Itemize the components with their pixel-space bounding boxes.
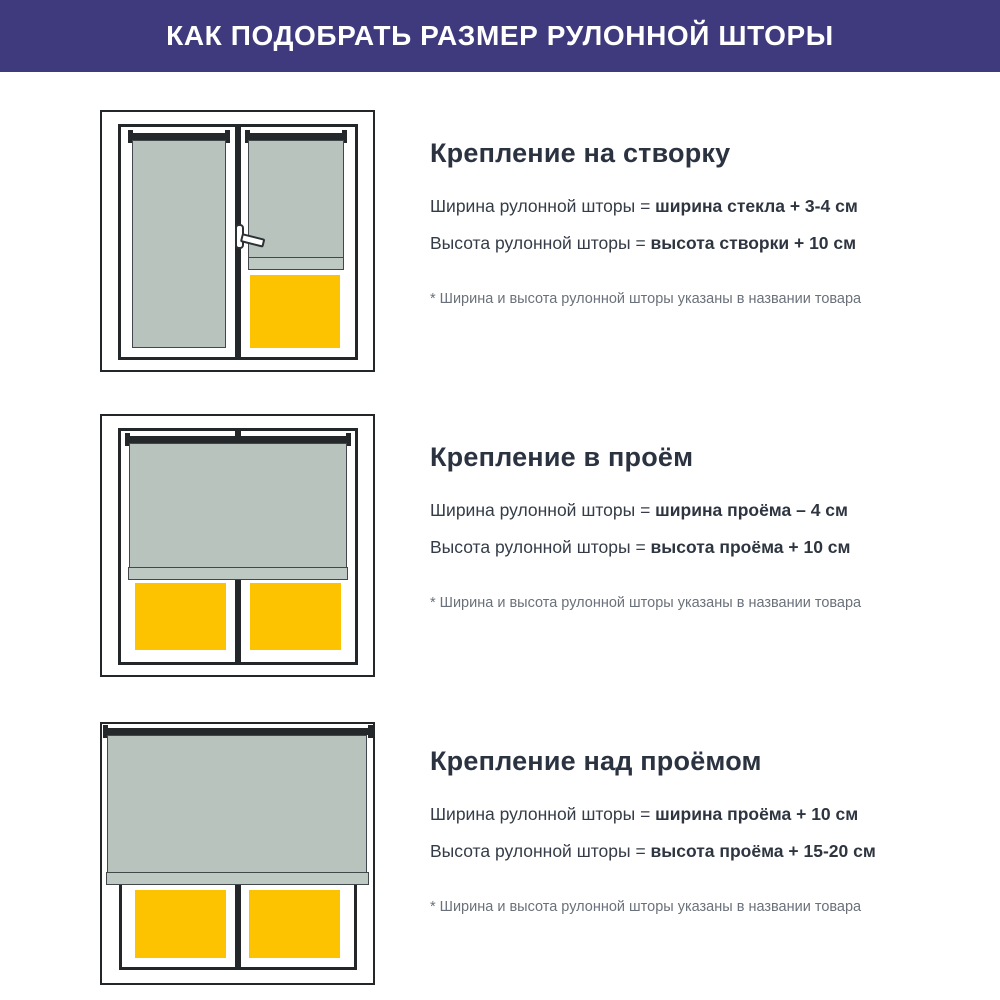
width-formula (430, 803, 920, 826)
sunlit-glass-pane-left (135, 890, 226, 958)
sunlit-glass-pane-left (135, 583, 226, 650)
roller-blind-bottom-bar-right-sash (248, 257, 344, 270)
sunlit-glass-pane-right (250, 583, 341, 650)
formula-value: ширина проёма – 4 см (655, 500, 848, 520)
footnote: * Ширина и высота рулонной шторы указаны в названии товара (430, 290, 862, 307)
formula-value: ширина проёма + 10 см (655, 804, 859, 824)
formula-value: высота створки + 10 см (650, 232, 857, 253)
roller-bar-right-sash (247, 133, 345, 140)
formula-label: Ширина рулонной шторы = (430, 804, 656, 824)
formula-label: Ширина рулонной шторы = (430, 500, 656, 520)
formula-value: высота проёма + 15-20 см (650, 840, 876, 861)
formula-label: Высота рулонной шторы = (430, 536, 651, 557)
section-above-opening-text (430, 746, 920, 915)
width-formula (430, 499, 920, 522)
window-illustration-sash-mount (100, 110, 375, 372)
footnote: * Ширина и высота рулонной шторы указаны в названии товара (430, 594, 862, 611)
sunlit-glass-pane (250, 275, 340, 348)
window-illustration-in-opening-mount (100, 414, 375, 677)
roller-bar (105, 728, 371, 735)
sunlit-glass-pane-right (249, 890, 340, 958)
formula-label: Высота рулонной шторы = (430, 232, 651, 253)
page-title: КАК ПОДОБРАТЬ РАЗМЕР РУЛОННОЙ ШТОРЫ (166, 20, 834, 51)
header-bar (0, 0, 1000, 72)
footnote: * Ширина и высота рулонной шторы указаны в названии товара (430, 898, 862, 915)
section-in-opening-text (430, 442, 920, 611)
roller-blind-bottom-bar (128, 567, 348, 580)
height-formula (430, 232, 920, 255)
formula-value: высота проёма + 10 см (650, 536, 851, 557)
window-handle-icon (232, 224, 266, 256)
height-formula (430, 840, 920, 863)
section-title: Крепление в проём (430, 442, 694, 472)
height-formula (430, 536, 920, 559)
formula-label: Ширина рулонной шторы = (430, 196, 656, 216)
roller-bar (127, 436, 349, 443)
width-formula (430, 195, 920, 218)
roller-blind-fabric (107, 735, 367, 873)
section-title: Крепление на створку (430, 138, 731, 168)
window-illustration-above-opening-mount (100, 722, 375, 985)
section-sash-mount-text (430, 138, 920, 307)
formula-value: ширина стекла + 3-4 см (655, 196, 858, 216)
roller-blind-fabric (129, 443, 347, 568)
section-title: Крепление над проёмом (430, 746, 762, 776)
roller-blind-fabric-left-sash (132, 140, 226, 348)
formula-label: Высота рулонной шторы = (430, 840, 651, 861)
roller-bar-left-sash (130, 133, 228, 140)
roller-blind-bottom-bar (106, 872, 369, 885)
